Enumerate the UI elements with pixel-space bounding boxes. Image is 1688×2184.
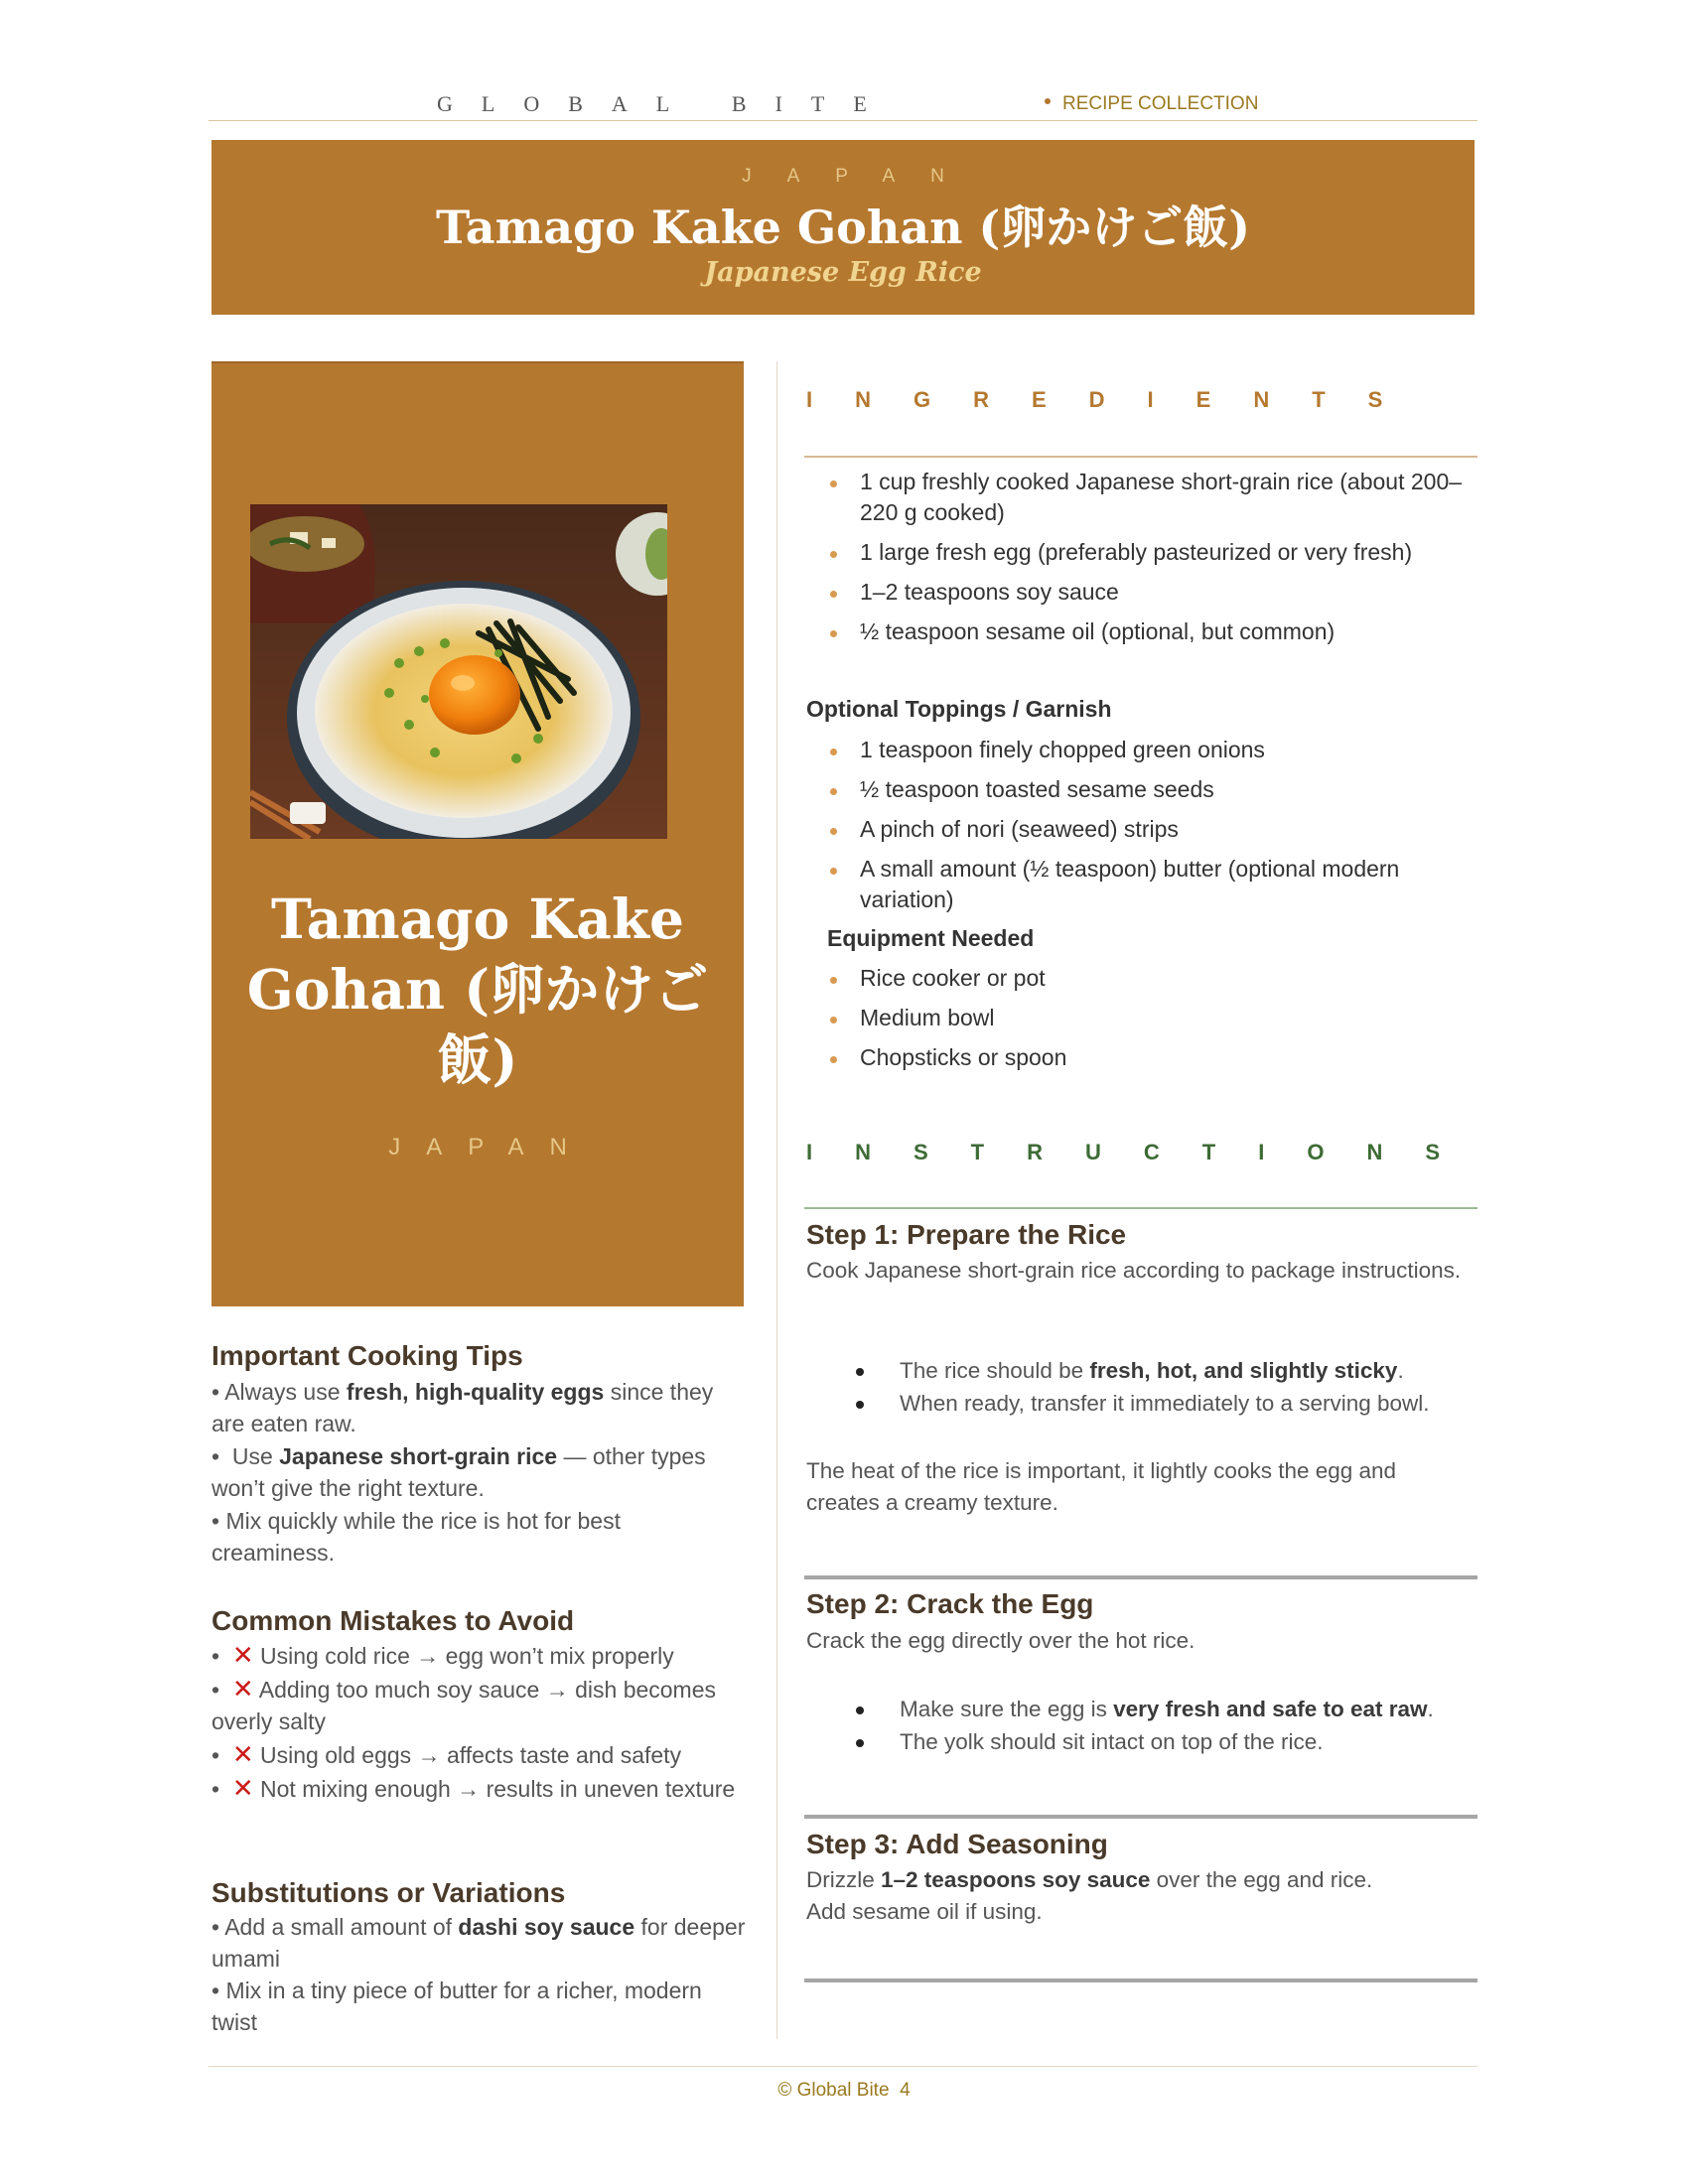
step-1-text: Cook Japanese short-grain rice according to package instructions. <box>806 1258 1462 1283</box>
bullet-icon <box>856 1401 864 1409</box>
bullet-icon <box>830 551 837 558</box>
instructions-divider <box>804 1207 1477 1209</box>
bullet-icon <box>830 1017 837 1024</box>
ingredients-heading: INGREDIENTS <box>806 387 1426 412</box>
header-divider <box>209 120 1477 121</box>
cross-icon: ✕ <box>231 1674 254 1704</box>
mistake-item: • ✕ Adding too much soy sauce → dish becomes overly salty <box>211 1674 717 1734</box>
bullet-icon <box>830 1056 837 1063</box>
step-2-bullet: Make sure the egg is very fresh and safe to eat raw. <box>900 1694 1434 1725</box>
list-item: 1 large fresh egg (preferably pasteurized or very fresh) <box>830 537 1466 568</box>
bullet-icon <box>830 788 837 795</box>
step-3-text: Drizzle 1–2 teaspoons soy sauce over the egg and rice. <box>806 1867 1373 1892</box>
list-item: Rice cooker or pot <box>830 963 1466 994</box>
step-1-title: Step 1: Prepare the Rice <box>806 1219 1127 1250</box>
list-item: A pinch of nori (seaweed) strips <box>830 814 1466 845</box>
tip-item: • Always use fresh, high-quality eggs since they are eaten raw. <box>211 1379 714 1436</box>
cross-icon: ✕ <box>231 1773 254 1803</box>
substitutions-list <box>211 1911 748 2038</box>
list-item: 1 teaspoon finely chopped green onions <box>830 735 1466 765</box>
list-item: 1 cup freshly cooked Japanese short-grain rice (about 200–220 g cooked) <box>830 467 1466 528</box>
cross-icon: ✕ <box>231 1640 254 1670</box>
step-3-text: Add sesame oil if using. <box>806 1899 1043 1924</box>
title-banner <box>211 140 1475 315</box>
step-divider <box>804 1979 1477 1982</box>
cross-icon: ✕ <box>231 1739 254 1769</box>
bullet-icon <box>830 591 837 598</box>
bullet-icon <box>830 828 837 835</box>
optional-toppings-heading: Optional Toppings / Garnish <box>806 696 1112 722</box>
step-1-bullet: The rice should be fresh, hot, and slightly sticky. <box>900 1355 1404 1387</box>
mistake-item: • ✕ Not mixing enough → results in uneven texture <box>211 1773 736 1803</box>
list-item: ½ teaspoon sesame oil (optional, but common) <box>830 616 1466 647</box>
bullet-icon <box>830 977 837 984</box>
step-1-bullet: When ready, transfer it immediately to a serving bowl. <box>900 1388 1430 1420</box>
bullet-icon <box>830 868 837 875</box>
step-1-note: The heat of the rice is important, it lightly cooks the egg and creates a creamy texture. <box>806 1458 1397 1515</box>
list-item: 1–2 teaspoons soy sauce <box>830 577 1466 608</box>
list-item: Medium bowl <box>830 1003 1466 1033</box>
step-divider <box>804 1575 1477 1579</box>
mistake-item: • ✕ Using old eggs → affects taste and safety <box>211 1739 682 1769</box>
bullet-icon <box>830 630 837 637</box>
substitutions-heading: Substitutions or Variations <box>211 1877 566 1908</box>
ingredients-divider <box>804 456 1477 458</box>
bullet-icon <box>856 1706 864 1714</box>
step-divider <box>804 1815 1477 1819</box>
collection-label: RECIPE COLLECTION <box>1062 93 1259 114</box>
footer-divider <box>209 2066 1477 2067</box>
tip-item: • Use Japanese short-grain rice — other types won’t give the right texture. <box>211 1443 706 1501</box>
equipment-heading: Equipment Needed <box>827 925 1035 951</box>
step-2-title: Step 2: Crack the Egg <box>806 1588 1094 1619</box>
mistakes-heading: Common Mistakes to Avoid <box>211 1605 575 1636</box>
banner-country: JAPAN <box>742 166 980 187</box>
recipe-photo <box>250 504 667 839</box>
copyright: © Global Bite <box>777 2080 890 2101</box>
bullet-dot-icon <box>1045 98 1051 104</box>
ingredients-list <box>830 467 1466 656</box>
tip-item: • Mix quickly while the rice is hot for best creaminess. <box>211 1508 621 1566</box>
substitution-item: • Mix in a tiny piece of butter for a richer, modern twist <box>211 1978 702 2035</box>
bullet-icon <box>856 1739 864 1747</box>
substitution-item: • Add a small amount of dashi soy sauce for deeper umami <box>211 1914 746 1972</box>
instructions-heading: INSTRUCTIONS <box>806 1140 1482 1164</box>
optional-toppings-list <box>830 735 1466 924</box>
list-item: ½ teaspoon toasted sesame seeds <box>830 774 1466 805</box>
column-divider <box>776 361 777 2039</box>
bullet-icon <box>856 1368 864 1376</box>
tips-heading: Important Cooking Tips <box>211 1340 523 1371</box>
mistakes-list <box>211 1639 748 1806</box>
hero-country: JAPAN <box>388 1134 593 1160</box>
step-3-title: Step 3: Add Seasoning <box>806 1829 1108 1859</box>
step-2-bullet: The yolk should sit intact on top of the rice. <box>900 1726 1323 1758</box>
mistake-item: • ✕ Using cold rice → egg won’t mix properly <box>211 1640 674 1670</box>
tips-list <box>211 1376 748 1570</box>
bullet-icon <box>830 480 837 487</box>
bullet-icon <box>830 749 837 755</box>
footer <box>0 2080 1688 2102</box>
brand-name: GLOBAL BITE <box>437 91 896 116</box>
recipe-subtitle: Japanese Egg Rice <box>704 257 982 288</box>
equipment-list <box>830 963 1466 1082</box>
page-number: 4 <box>900 2080 911 2101</box>
hero-title: Tamago Kake Gohan (卵かけご飯) <box>246 887 709 1092</box>
list-item: A small amount (½ teaspoon) butter (optional modern variation) <box>830 854 1466 915</box>
step-2-text: Crack the egg directly over the hot rice. <box>806 1628 1196 1653</box>
list-item: Chopsticks or spoon <box>830 1042 1466 1073</box>
recipe-title: Tamago Kake Gohan (卵かけご飯) <box>435 201 1251 254</box>
